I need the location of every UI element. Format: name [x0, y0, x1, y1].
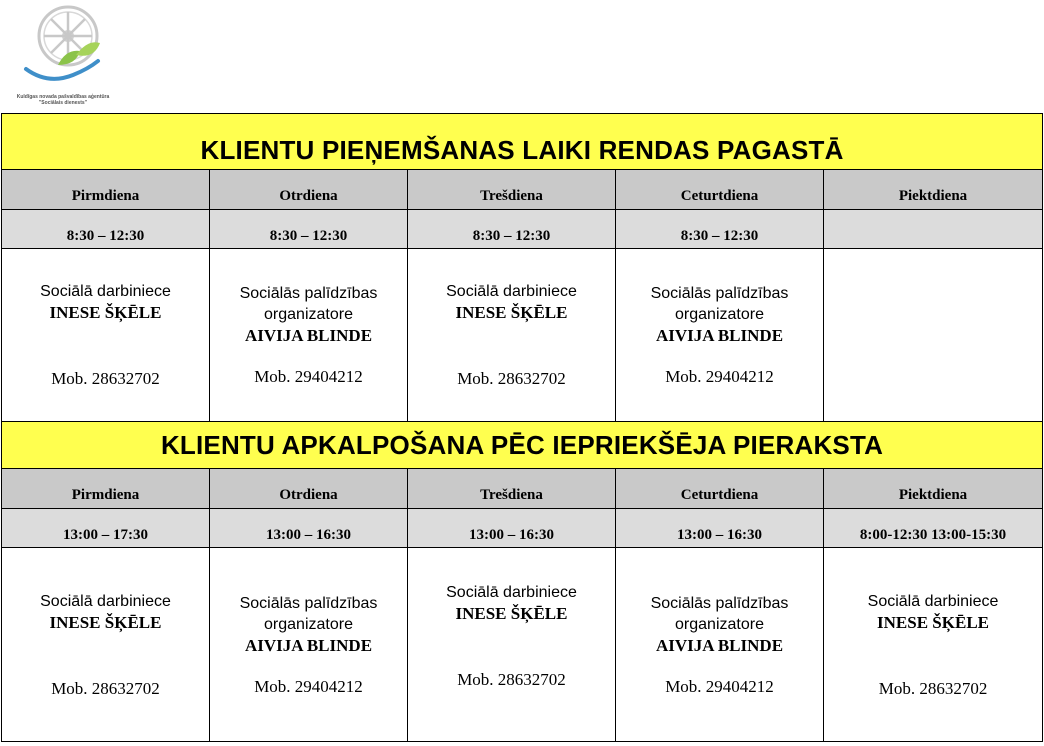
- section2-staff-row: [2, 548, 1043, 742]
- staff-name: AIVIJA BLINDE: [655, 326, 784, 345]
- staff-role: Sociālā darbiniece: [446, 283, 577, 300]
- section1-day-thursday: Ceturtdiena: [616, 170, 824, 210]
- staff-role: Sociālās palīdzības: [650, 594, 789, 612]
- section1-times-row: [2, 210, 1043, 249]
- staff-name: INESE ŠĶĒLE: [455, 603, 568, 623]
- staff-phone: Mob. 28632702: [51, 678, 160, 698]
- section2-day-tuesday: Otrdiena: [210, 469, 408, 509]
- staff-phone: Mob. 28632702: [878, 678, 988, 698]
- section1-staff-row: [2, 249, 1043, 422]
- staff-role-line2: organizatore: [264, 615, 353, 633]
- staff-role: Sociālā darbiniece: [446, 583, 577, 601]
- section1-time-wednesday: 8:30 – 12:30: [408, 210, 616, 249]
- staff-name: INESE ŠĶĒLE: [49, 303, 162, 322]
- section2-times-row: [2, 509, 1043, 548]
- staff-name: INESE ŠĶĒLE: [49, 612, 162, 632]
- logo-caption: [8, 94, 118, 106]
- logo-caption-line2: "Sociālais dienests": [38, 100, 88, 106]
- section1-days-row: [2, 170, 1043, 210]
- section1-day-tuesday: Otrdiena: [210, 170, 408, 210]
- logo-emblem-icon: [18, 3, 118, 98]
- staff-role: Sociālā darbiniece: [40, 592, 171, 610]
- section2-day-monday: Pirmdiena: [2, 469, 210, 509]
- staff-phone: Mob. 28632702: [51, 369, 160, 388]
- section1-time-monday: 8:30 – 12:30: [2, 210, 210, 249]
- staff-phone: Mob. 29404212: [665, 367, 774, 386]
- staff-role-line2: organizatore: [675, 306, 764, 323]
- section2-day-thursday: Ceturtdiena: [616, 469, 824, 509]
- staff-name: AIVIJA BLINDE: [244, 326, 373, 345]
- section1-staff-monday: [2, 249, 210, 422]
- section2-day-wednesday: Trešdiena: [408, 469, 616, 509]
- section2-staff-monday: [2, 548, 210, 742]
- section2-staff-thursday: [616, 548, 824, 742]
- staff-name: AIVIJA BLINDE: [244, 635, 373, 655]
- section1-day-wednesday: Trešdiena: [408, 170, 616, 210]
- section1-title: KLIENTU PIEŅEMŠANAS LAIKI RENDAS PAGASTĀ: [2, 114, 1043, 170]
- section2-time-monday: 13:00 – 17:30: [2, 509, 210, 548]
- section2-day-friday: Piektdiena: [824, 469, 1043, 509]
- schedule-table: [1, 113, 1043, 742]
- staff-phone: Mob. 28632702: [457, 669, 566, 689]
- section2-time-friday: 8:00-12:30 13:00-15:30: [824, 509, 1043, 548]
- section1-time-friday: [824, 210, 1043, 249]
- section2-time-thursday: 13:00 – 16:30: [616, 509, 824, 548]
- staff-role: Sociālās palīdzības: [650, 285, 789, 302]
- staff-role: Sociālās palīdzības: [239, 594, 378, 612]
- staff-name: INESE ŠĶĒLE: [455, 303, 568, 322]
- staff-role: Sociālās palīdzības: [239, 285, 378, 302]
- section1-title-row: [2, 114, 1043, 170]
- section2-title: KLIENTU APKALPOŠANA PĒC IEPRIEKŠĒJA PIERAKSTA: [2, 422, 1043, 469]
- staff-name: AIVIJA BLINDE: [655, 635, 784, 655]
- section1-staff-thursday: [616, 249, 824, 422]
- staff-role-line2: organizatore: [264, 306, 353, 323]
- staff-role: Sociālā darbiniece: [867, 592, 999, 610]
- staff-phone: Mob. 29404212: [665, 676, 774, 696]
- staff-phone: Mob. 29404212: [254, 367, 363, 386]
- staff-name: INESE ŠĶĒLE: [877, 612, 990, 632]
- staff-phone: Mob. 28632702: [457, 369, 566, 388]
- section1-day-monday: Pirmdiena: [2, 170, 210, 210]
- section1-staff-wednesday: [408, 249, 616, 422]
- section1-time-thursday: 8:30 – 12:30: [616, 210, 824, 249]
- section1-day-friday: Piektdiena: [824, 170, 1043, 210]
- section2-time-wednesday: 13:00 – 16:30: [408, 509, 616, 548]
- section2-staff-tuesday: [210, 548, 408, 742]
- section2-days-row: [2, 469, 1043, 509]
- section1-staff-friday: [824, 249, 1043, 422]
- section1-staff-tuesday: [210, 249, 408, 422]
- section2-title-row: [2, 422, 1043, 469]
- logo-caption-line1: Kuldīgas novada pašvaldības aģentūra: [16, 94, 110, 100]
- section2-time-tuesday: 13:00 – 16:30: [210, 509, 408, 548]
- staff-role-line2: organizatore: [675, 615, 764, 633]
- staff-phone: Mob. 29404212: [254, 676, 363, 696]
- section2-staff-friday: [824, 548, 1043, 742]
- section2-staff-wednesday: [408, 548, 616, 742]
- section1-time-tuesday: 8:30 – 12:30: [210, 210, 408, 249]
- staff-role: Sociālā darbiniece: [40, 283, 171, 300]
